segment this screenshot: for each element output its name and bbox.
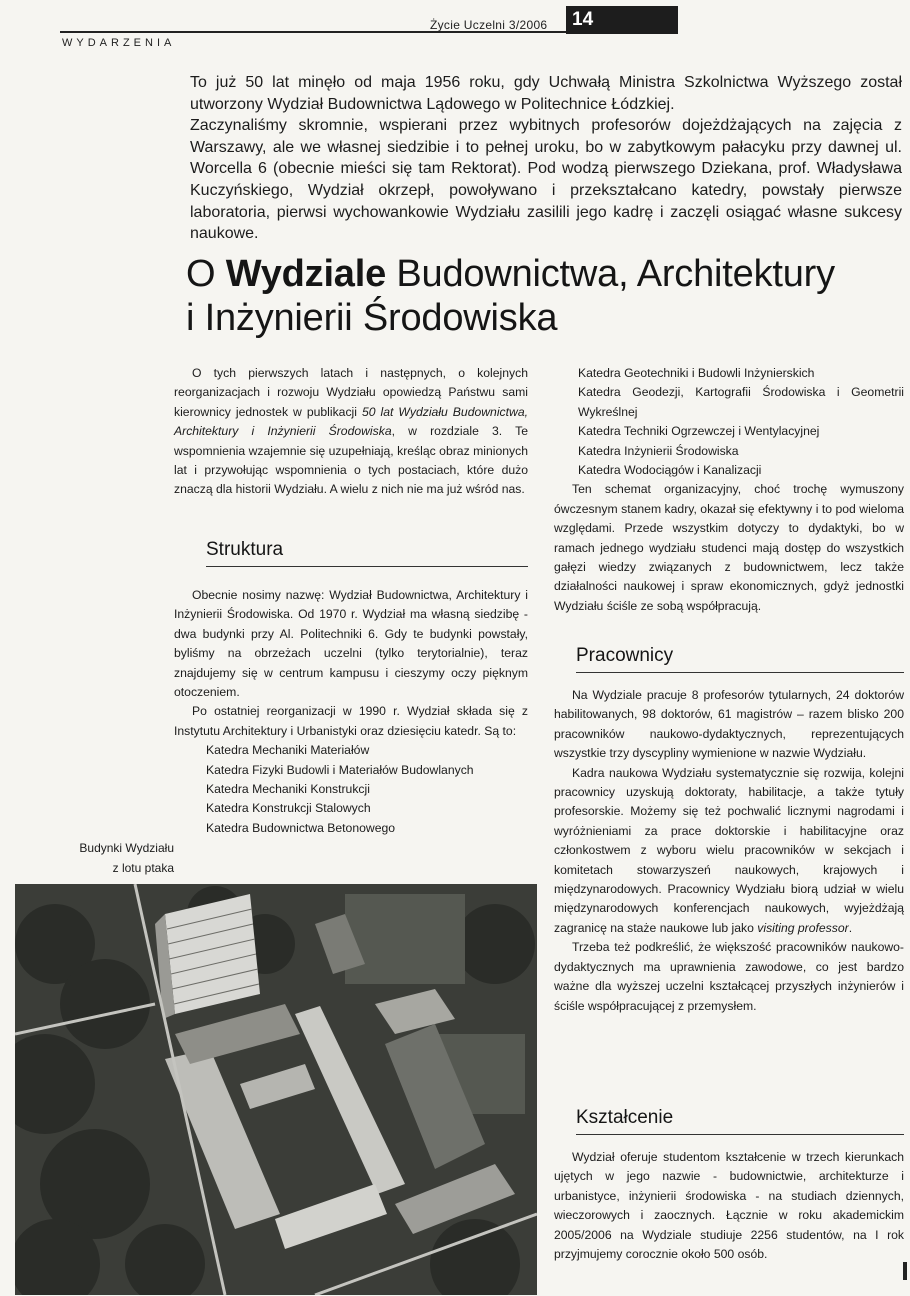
intro-paragraph: Zaczynaliśmy skromnie, wspierani przez wybitnych profesorów dojeżdżających na zajęcia z Warszawy, ale we własnej siedzibie i to pełnej uroku, bo w zabytkowym pałacyku przy dawnej ul. Worcella 6 (obecnie mieści się tam Rektorat). Pod wodzą pierwszego Dziekana, prof. Władysława Kuczyńskiego, Wydział okrzepł, powoływano i przekształcano katedry, powstały pierwsze laboratoria, pierwsi wychowankowie Wydziału zasilili jego kadrę i zaczęli osiągać własne sukcesy naukowe.	[190, 117, 902, 243]
lead-text: O tych pierwszych latach i następnych, o kolejnych reorganizacjach i rozwoju Wydziału opowiedzą Państwu sami kierownicy jednostek w publikacji	[174, 366, 528, 419]
struktura-paragraph: Po ostatniej reorganizacji w 1990 r. Wydział składa się z Instytutu Architektury i Urbanistyki oraz dziesięciu katedr. Są to:	[174, 704, 528, 738]
caption-line: Budynki Wydziału	[79, 841, 174, 855]
pracownicy-text-part: Kadra naukowa Wydziału systematycznie się rozwija, kolejni pracownicy uzyskują doktoraty, habilitacje, a także tytuły profesorskie. Możemy się też pochwalić licznymi nagrodami i wyróżnieniami za prace doktorskie i habilitacyjne oraz członkostwem z wyboru wielu pracowników w sekcjach i komitetach stowarzyszeń naukowych, krajowych i międzynarodowych. Pracownicy Wydziału biorą udział w wielu międzynarodowych konferencjach naukowych, wyjeżdżają zagranicę na staże naukowe lub jako	[554, 765, 904, 935]
pracownicy-paragraph: Trzeba też podkreślić, że większość pracowników naukowo-dydaktycznych ma uprawnienia zawodowe, co jest bardzo ważne dla wyższej uczelni kształcącej przyszłych inżynierów i ściśle współpracującej z przemysłem.	[554, 940, 904, 1013]
struktura-paragraph: Obecnie nosimy nazwę: Wydział Budownictwa, Architektury i Inżynierii Środowiska. Od 1970 r. Wydział ma własną siedzibę - dwa budynki przy Al. Politechniki 6. Gdy te budynki powstały, byliśmy na obrzeżach uczelni (tylko terytorialnie), teraz znajdujemy się w centrum kampusu i cieszymy oczy pięknym otoczeniem.	[174, 588, 528, 700]
photo-caption	[64, 838, 174, 878]
title-prefix: O	[186, 253, 226, 295]
list-item: Katedra Wodociągów i Kanalizacji	[578, 463, 762, 478]
article-title	[186, 252, 906, 340]
publication-title: 50 lat Wydziału Budownictwa, Architektury i Inżynierii Środowiska	[174, 404, 528, 439]
pracownicy-text	[554, 686, 904, 1016]
journal-name: Życie Uczelni 3/2006	[430, 18, 548, 32]
list-item: Katedra Konstrukcji Stalowych	[206, 801, 371, 816]
aerial-photo	[15, 884, 537, 1295]
schemat-paragraph: Ten schemat organizacyjny, choć trochę wymuszony ówczesnym stanem kadry, okazał się efektywny i to pod wieloma względami. Przede wszystkim dotyczy to dydaktyki, bo w ramach jednego wydziału studenci mają dostęp do wszystkich gałęzi wiedzy związanych z budownictwem, lecz także działalności naukowej i spraw ekonomicznych, gdyż jednostki Wydziału ściśle ze sobą współpracują.	[554, 482, 904, 613]
pracownicy-paragraph	[554, 764, 904, 939]
page-number: 14	[566, 6, 678, 34]
caption-line: z lotu ptaka	[112, 861, 174, 875]
intro	[190, 72, 902, 245]
list-item: Katedra Mechaniki Materiałów	[206, 743, 370, 758]
heading-struktura: Struktura	[206, 538, 528, 567]
pracownicy-text-end: .	[848, 920, 853, 935]
struktura-text	[174, 586, 528, 838]
list-item: Katedra Geotechniki i Budowli Inżynierskich	[578, 366, 815, 380]
italic-phrase: visiting professor	[757, 920, 849, 935]
list-item: Katedra Inżynierii Środowiska	[578, 443, 739, 458]
right-column	[554, 364, 904, 616]
title-rest: Budownictwa, Architektury	[386, 253, 835, 295]
heading-ksztalcenie: Kształcenie	[576, 1106, 904, 1135]
ksztalcenie-text	[554, 1148, 904, 1264]
section-label: WYDARZENIA	[62, 37, 176, 49]
title-bold: Wydziale	[225, 253, 387, 295]
katedry-list	[174, 741, 528, 838]
list-item: Katedra Fizyki Budowli i Materiałów Budowlanych	[206, 762, 474, 777]
list-item: Katedra Techniki Ogrzewczej i Wentylacyjnej	[578, 424, 820, 439]
list-item: Katedra Mechaniki Konstrukcji	[206, 782, 370, 797]
pracownicy-paragraph: Na Wydziale pracuje 8 profesorów tytularnych, 24 doktorów habilitowanych, 98 doktorów, 61 magistrów – razem blisko 200 pracowników naukowo-dydaktycznych, reprezentujących wszystkie trzy dyscypliny wymienione w nazwie Wydziału.	[554, 688, 904, 761]
ksztalcenie-paragraph: Wydział oferuje studentom kształcenie w trzech kierunkach ujętych w jego nazwie - budownictwie, architekturze i urbanistyce, inżynierii środowiska - na studiach dziennych, wieczorowych i zaocznych. Łącznie w roku akademickim 2005/2006 na Wydziale studiuje 2256 studentów, na I rok przyjmujemy corocznie około 500 osób.	[554, 1150, 904, 1262]
intro-paragraph: To już 50 lat minęło od maja 1956 roku, gdy Uchwałą Ministra Szkolnictwa Wyższego został utworzony Wydział Budownictwa Lądowego w Politechnice Łódzkiej.	[190, 74, 902, 113]
katedry-list-continued	[554, 364, 904, 480]
left-column-lead	[174, 364, 528, 500]
title-line2: i Inżynierii Środowiska	[186, 297, 558, 339]
page-edge-mark	[903, 1262, 907, 1280]
lead-text-end: , w rozdziale 3. Te wspomnienia wzajemnie się uzupełniają, kreśląc obraz minionych lat i przywołując wspomnienia o tych postaciach, które dużo znaczą dla historii Wydziału. A wielu z nich nie ma już wśród nas.	[174, 424, 529, 497]
list-item: Katedra Budownictwa Betonowego	[206, 820, 396, 835]
list-item: Katedra Geodezji, Kartografii Środowiska i Geometrii Wykreślnej	[578, 385, 904, 419]
heading-pracownicy: Pracownicy	[576, 644, 904, 673]
